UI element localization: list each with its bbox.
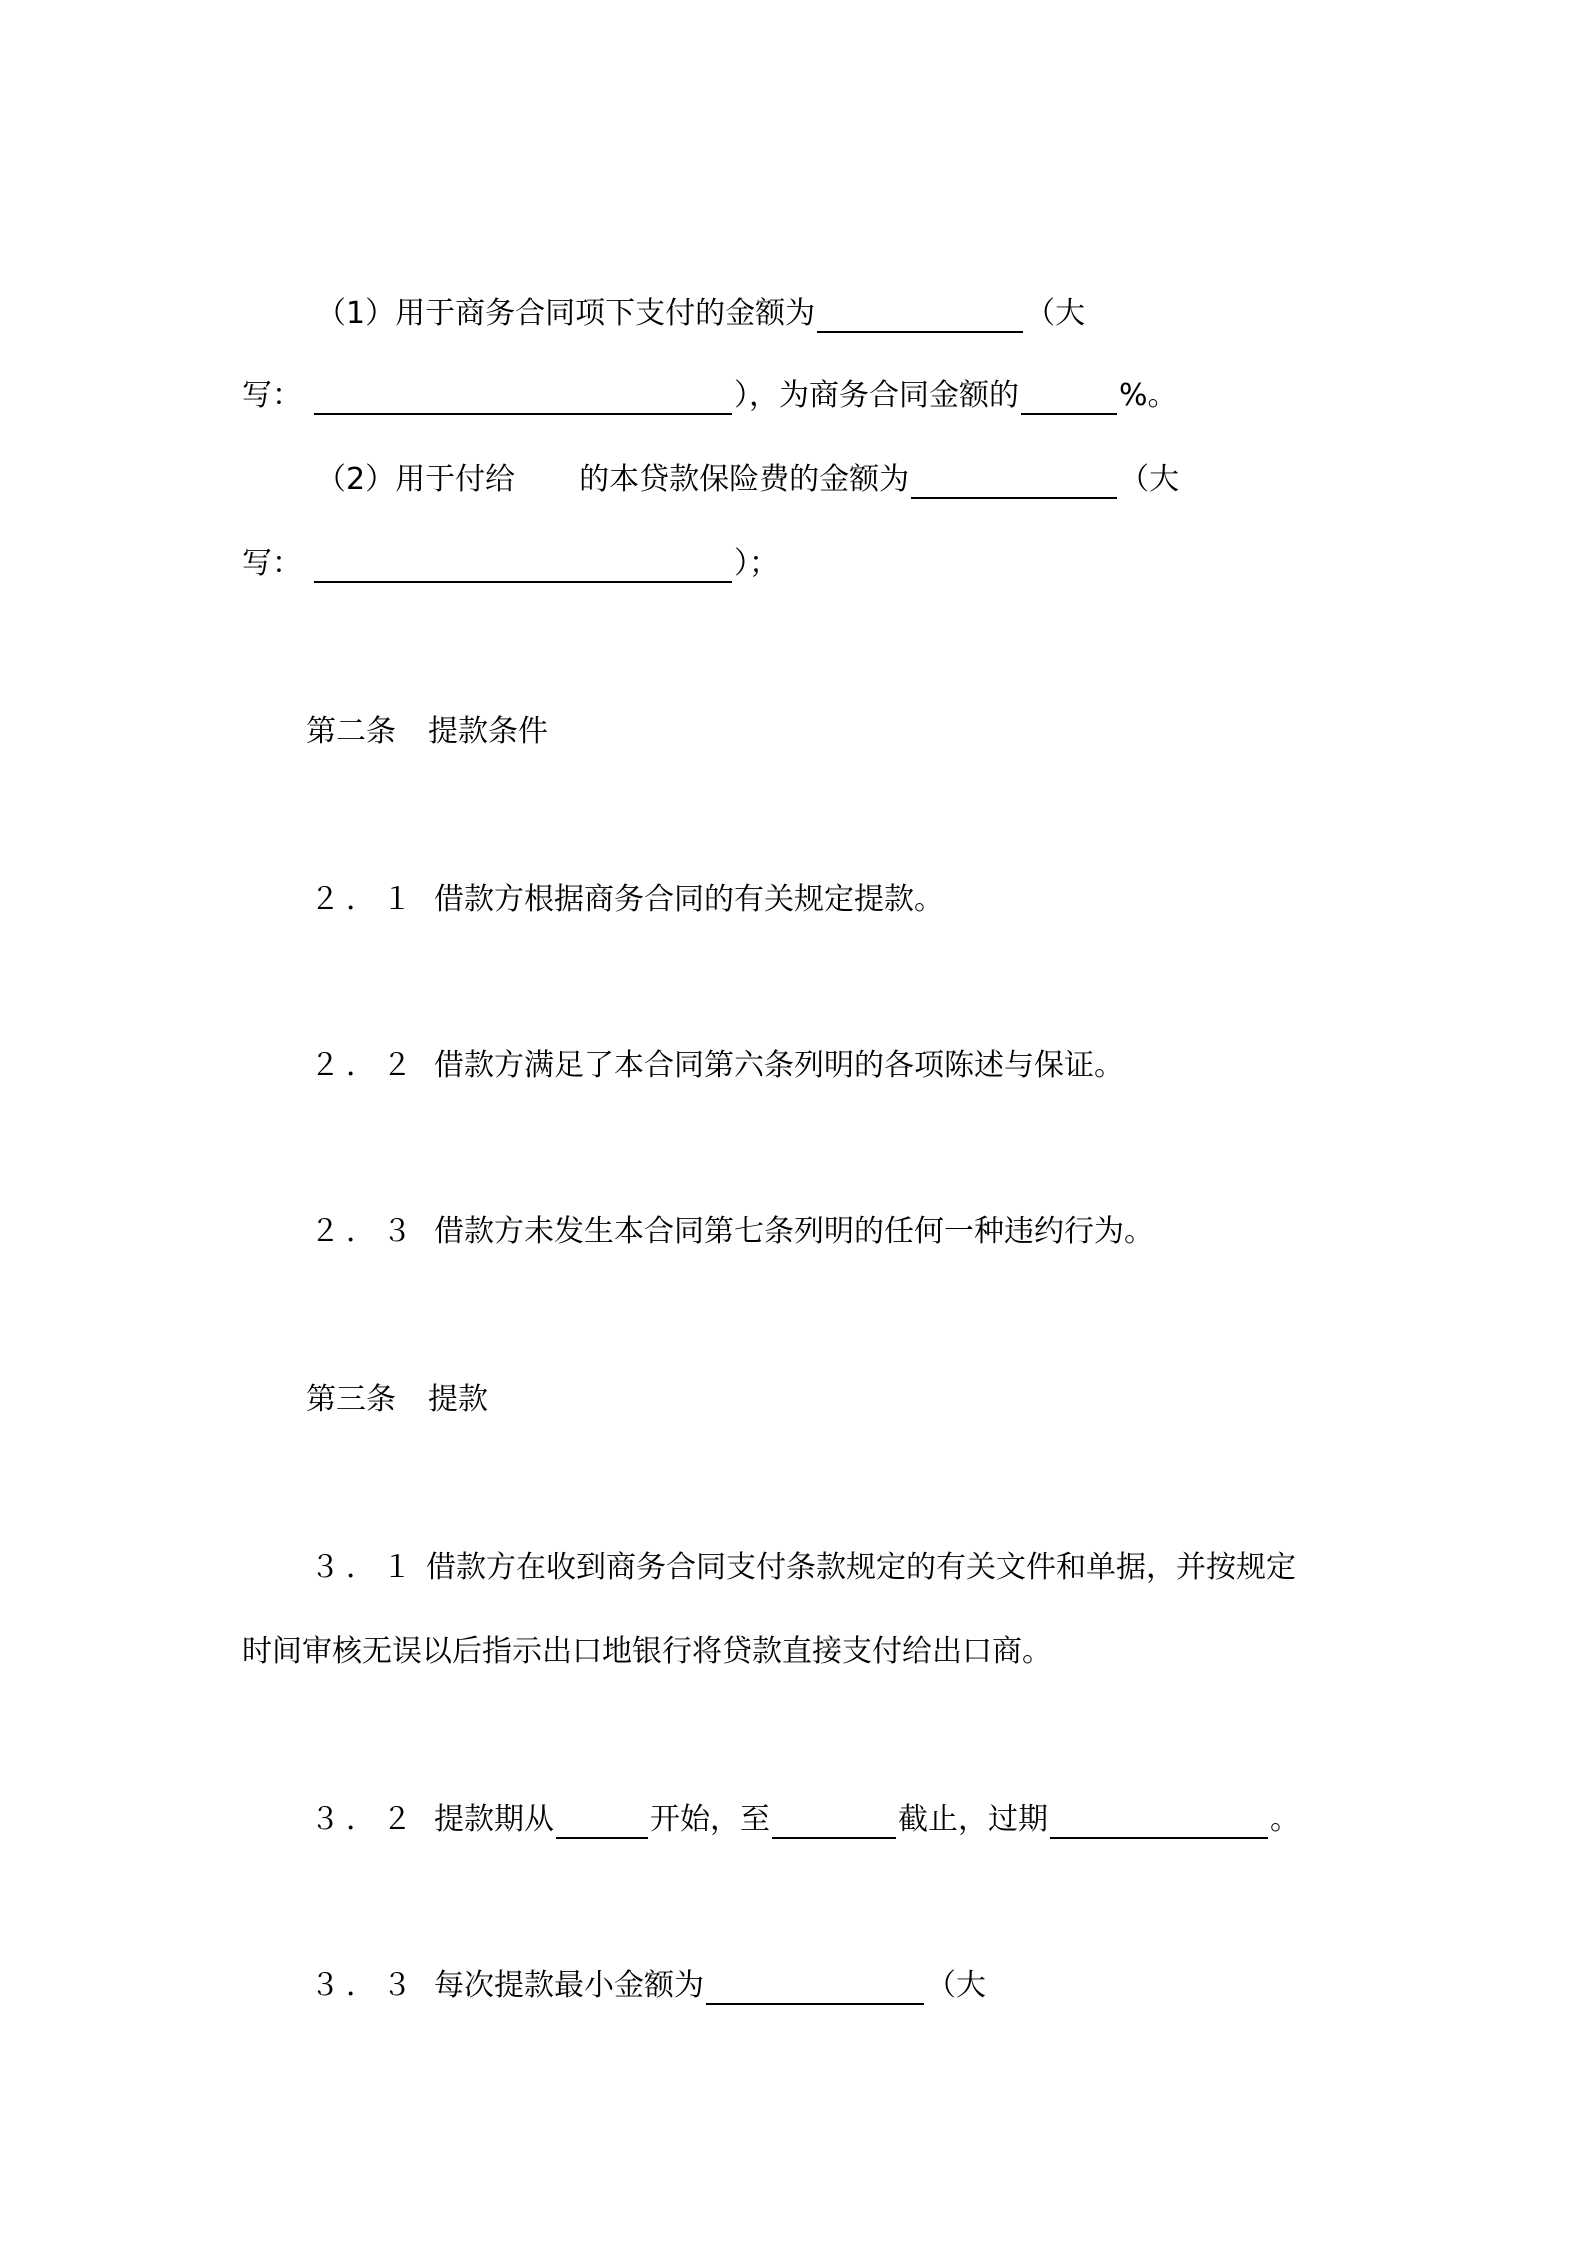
min-amount-blank[interactable] — [706, 1967, 924, 2005]
period-end: 。 — [1270, 1802, 1300, 1837]
amount-blank[interactable] — [817, 295, 1023, 333]
clause-3-3 — [310, 1962, 986, 2010]
article-3-name: 提款 — [428, 1382, 488, 1417]
percent-blank[interactable] — [1021, 377, 1117, 415]
end-date-blank[interactable] — [772, 1801, 896, 1839]
premium-blank[interactable] — [911, 461, 1117, 499]
clause-1-line-2 — [242, 372, 1178, 420]
clause-1-mid-text: ），为商务合同金额的 — [734, 378, 1019, 413]
clause-2-suffix: ）； — [734, 546, 779, 581]
clause-text: 借款方未发生本合同第七条列明的任何一种违约行为。 — [434, 1214, 1154, 1249]
article-2-title: 第二条 — [306, 714, 396, 749]
clause-number: ３．２ — [310, 1802, 418, 1837]
expiry-label: 截止，过期 — [898, 1802, 1048, 1837]
capital-label: 写： — [242, 546, 302, 581]
clause-1-text-tail: （大 — [1025, 296, 1086, 331]
capital-premium-blank[interactable] — [314, 545, 732, 583]
capital-label: 写： — [242, 378, 302, 413]
clause-3-2 — [310, 1796, 1300, 1844]
clause-2-3 — [310, 1208, 1154, 1256]
clause-number: ３．１ — [310, 1550, 418, 1585]
period-from-label: 提款期从 — [434, 1802, 554, 1837]
clause-2-text: （2）用于付给 — [316, 462, 516, 497]
clause-number: ２．３ — [310, 1214, 418, 1249]
article-2-heading — [306, 708, 548, 756]
clause-2-line-2 — [242, 540, 779, 588]
clause-number: ２．２ — [310, 1048, 418, 1083]
article-3-heading — [306, 1376, 488, 1424]
clause-2-text-tail: （大 — [1119, 462, 1180, 497]
clause-text-continued: 时间审核无误以后指示出口地银行将贷款直接支付给出口商。 — [242, 1634, 1052, 1669]
clause-2-2 — [310, 1042, 1124, 1090]
clause-1-text: （1）用于商务合同项下支付的金额为 — [316, 296, 816, 331]
clause-3-1-line-1 — [310, 1544, 1296, 1592]
article-3-title: 第三条 — [306, 1382, 396, 1417]
clause-number: ３．３ — [310, 1968, 418, 2003]
period-to-label: 开始，至 — [650, 1802, 770, 1837]
clause-2-line-1 — [316, 456, 1179, 504]
min-amount-tail: （大 — [926, 1968, 986, 2003]
clause-text: 借款方在收到商务合同支付条款规定的有关文件和单据，并按规定 — [426, 1550, 1296, 1585]
percent-suffix: %。 — [1119, 378, 1178, 413]
start-date-blank[interactable] — [556, 1801, 648, 1839]
clause-2-text-mid: 的本贷款保险费的金额为 — [579, 462, 910, 497]
clause-2-1 — [310, 876, 944, 924]
capital-amount-blank[interactable] — [314, 377, 732, 415]
clause-number: ２．１ — [310, 882, 418, 917]
clause-1-line-1 — [316, 290, 1085, 338]
expiry-blank[interactable] — [1050, 1801, 1268, 1839]
article-2-name: 提款条件 — [428, 714, 548, 749]
clause-3-1-line-2 — [242, 1628, 1052, 1676]
clause-text: 借款方满足了本合同第六条列明的各项陈述与保证。 — [434, 1048, 1124, 1083]
clause-text: 借款方根据商务合同的有关规定提款。 — [434, 882, 944, 917]
min-amount-label: 每次提款最小金额为 — [434, 1968, 704, 2003]
